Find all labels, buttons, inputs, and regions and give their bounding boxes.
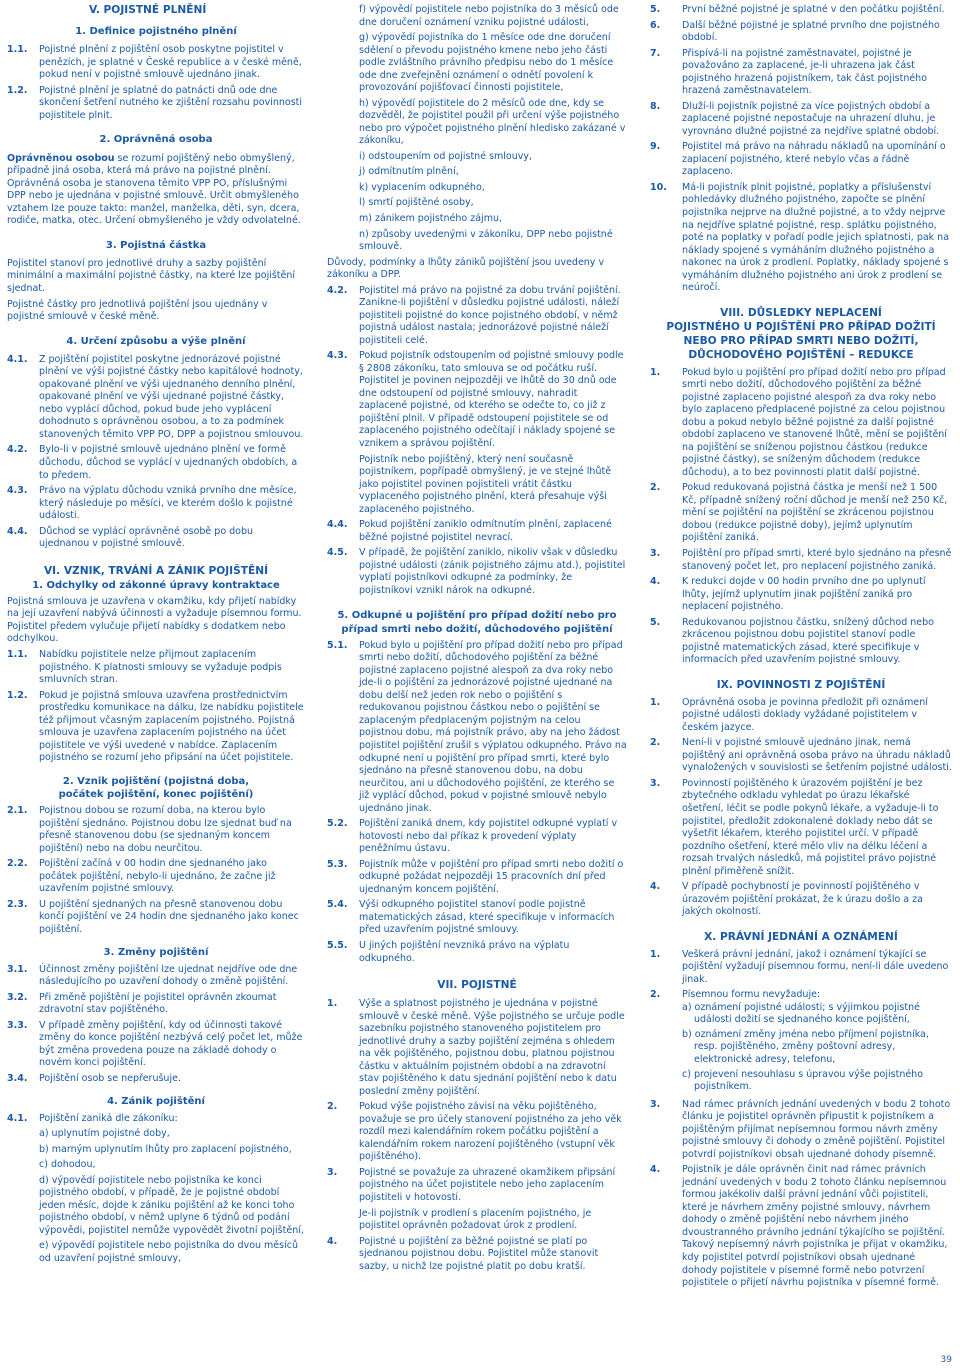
list-item: k) vyplacením odkupného,	[359, 181, 485, 193]
clause: 2. Písemnou formu nevyžaduje: a) oznámení pojistné události; s výjimkou pojistné události dožití se sjednaného konce pojištění, b) oznámení změny jména nebo příjmení pojistníka, resp. pojištěného, změny poštovní adresy, elektronické adresy, telefonu, c) projevení nesouhlasu s úpravou výše pojistného pojistníkem.	[650, 989, 952, 1095]
clause: 3. Pojištění pro případ smrti, které bylo sjednáno na přesně stanovený počet let, pro neplacení pojistného zaniká.	[650, 548, 952, 572]
clause: 4. Pojistné u pojištění za běžné pojistné se platí po sjednanou pojistnou dobu. Pojistitel může stanovit sazby, u nichž lze pojistné platit po dobu kratší.	[327, 1235, 599, 1272]
clause: 1. Výše a splatnost pojistného je ujednána v pojistné smlouvě v české měně. Výše pojistného se určuje podle sazebníku pojistného stanoveného pojistitelem pro jednotlivé druhy a sazby pojištění zejména s ohledem na věk pojištěného, pojistnou dobu, platnou pojistnou částku v aktuálním pojistném období a na zdravotní stav pojištěného k datu sjednání pojištění nebo k datu poslední změny pojištění.	[327, 998, 625, 1097]
clause: 3. Nad rámec právních jednání uvedených v bodu 2 tohoto článku je pojistitel oprávněn připustit k pojistníkem a pojištěným přijímat nepísemnou formou návrh změny pojistné smlouvy či dohody o změně pojištění. Pojistitel potvrdí pojistníkovi obsah ujednané dohody písemně.	[650, 1098, 951, 1160]
list-item: i) odstoupením od pojistné smlouvy,	[359, 150, 533, 162]
clause: 4.1. Z pojištění pojistitel poskytne jednorázové pojistné plnění ve výši pojistné částky nebo kapitálové hodnoty, opakované plnění ve výši ujednaného denního plnění, opakované plnění ve výši ujednané pojistné částky, nebo vyplácí důchod, pokud bude jeho vyplácení dohodnuto s oprávněnou osobou, a to za podmínek stanovených těmito VPP PO, DPP a pojistnou smlouvou.	[7, 353, 304, 440]
subsection-title: 2. Vznik pojištění (pojistná doba,	[62, 775, 250, 787]
column-middle	[327, 4, 627, 1276]
clause: 5. První běžné pojistné je splatné v den počátku pojištění.	[650, 4, 945, 15]
clause: 2. Pokud výše pojistného závisí na věku pojištěného, považuje se pro účely stanovení pojistného za jeho věk rozdíl mezi kalendářním rokem počátku pojištění a kalendářním rokem narození pojištěného (vstupní věk pojištěného).	[327, 1101, 622, 1163]
clause: 4.3. Právo na výplatu důchodu vzniká prvního dne měsíce, který následuje po měsíci, ve kterém došlo k pojistné události.	[7, 485, 297, 522]
clause: 4. K redukci dojde v 00 hodin prvního dne po uplynutí lhůty, jejímž uplynutím jinak pojištění zaniká pro neplacení pojistného.	[650, 576, 926, 613]
clause: 3. Pojistné se považuje za uhrazené okamžikem připsání pojistného na účet pojistitele nebo jeho zaplacením pojistiteli v hotovosti.	[327, 1166, 616, 1203]
clause: 1. Veškerá právní jednání, jakož i oznámení týkající se pojištění vyžadují písemnou formu, není-li dále uvedeno jinak.	[650, 948, 949, 985]
clause: 1. Oprávněná osoba je povinna předložit při oznámení pojistné události doklady vyžádané pojistitelem v českém jazyce.	[650, 696, 928, 733]
clause: 5.5. U jiných pojištění nevzniká právo na výplatu odkupného.	[327, 939, 570, 964]
list-item: a) uplynutím pojistné doby,	[39, 1128, 170, 1140]
subsection-title: 5. Odkupné u pojištění pro případ dožití nebo pro	[337, 610, 617, 622]
paragraph: Důvody, podmínky a lhůty zániků pojištění jsou uvedeny v zákoníku a DPP.	[327, 256, 605, 281]
subsection-title: 4. Zánik pojištění	[107, 1096, 205, 1108]
paragraph: Pojistná smlouva je uzavřena v okamžiku, kdy přijetí nabídky na její uzavření nabývá účinnosti a vyžaduje písemnou formu. Pojistitel předem vylučuje přijetí nabídky s dodatkem nebo odchylkou.	[7, 595, 302, 645]
clause: 1.1. Nabídku pojistitele nelze přijmout zaplacením pojistného. K platnosti smlouvy se vyžaduje podpis smluvních stran.	[7, 649, 282, 686]
paragraph: Je-li pojistník v prodlení s placením pojistného, je pojistitel oprávněn požadovat úrok z prodlení.	[359, 1207, 592, 1232]
paragraph: Pojistitel stanoví pro jednotlivé druhy a sazby pojištění minimální a maximální pojistné částky, na které lze pojištění sjednat.	[7, 257, 296, 294]
clause: 4.5. V případě, že pojištění zaniklo, nikoliv však v důsledku pojistné události (zánik pojistného zájmu atd.), pojistitel vyplatí pojistníkovi odkupné za podmínky, že pojistníkovi vznikl nárok na odkupné.	[327, 547, 626, 596]
section-title-7: VII. POJISTNÉ	[437, 979, 517, 992]
section-title-8-line: NEBO PRO PŘÍPAD SMRTI NEBO DOŽITÍ,	[683, 334, 919, 347]
list-item: g) výpovědí pojistníka do 1 měsíce ode dne doručení sdělení o převodu pojistného kmene nebo jeho části podle zvláštního právního předpisu nebo do 1 měsíce ode dne zveřejnění oznámení o odnětí povolení k provozování pojišťovací činnosti pojistitele,	[359, 32, 614, 94]
clause: 6. Další běžné pojistné je splatné prvního dne pojistného období.	[650, 19, 940, 44]
clause: 4.2. Pojistitel má právo na pojistné za dobu trvání pojištění. Zanikne-li pojištění v důsledku pojistné události, náleží pojistiteli pojistné do konce pojistného období, v němž pojistná událost nastala; jednorázové pojistné náleží pojistiteli celé.	[327, 284, 621, 346]
section-title-5: V. POJISTNÉ PLNĚNÍ	[89, 4, 207, 16]
clause: 2. Není-li v pojistné smlouvě ujednáno jinak, nemá pojištěný ani oprávněná osoba právo na úhradu nákladů vynaložených v souvislosti se šetřením pojistné události.	[650, 737, 952, 774]
clause: 3.2. Při změně pojištění je pojistitel oprávněn zkoumat zdravotní stav pojištěného.	[7, 991, 277, 1016]
list-item: j) odmítnutím plnění,	[359, 166, 459, 178]
clause: 1.2. Pojistné plnění je splatné do patnácti dnů ode dne skončení šetření nutného ke zjištění rozsahu povinnosti pojistitele plnit.	[7, 84, 303, 121]
list-item: b) oznámení změny jména nebo příjmení pojistníka, resp. pojištěného, změny poštovní adresy, elektronické adresy, telefonu,	[682, 1028, 929, 1065]
paragraph: Pojistné částky pro jednotlivá pojištění jsou ujednány v pojistné smlouvě v české měně.	[7, 298, 268, 323]
clause: 9. Pojistitel má právo na náhradu nákladů na upomínání o zaplacení pojistného, které nebylo včas a řádně zaplaceno.	[650, 141, 946, 178]
clause: 4.2. Bylo-li v pojistné smlouvě ujednáno plnění ve formě důchodu, důchod se vyplácí v ujednaných obdobích, a to předem.	[7, 444, 298, 481]
clause: 2.2. Pojištění začíná v 00 hodin dne sjednaného jako počátek pojištění, nebylo-li ujednáno, že začne již uzavřením pojistné smlouvy.	[7, 858, 276, 895]
subsection-title: 3. Změny pojištění	[103, 947, 209, 959]
paragraph: Oprávněnou osobou se rozumí pojištěný nebo obmyšlený, případně jiná osoba, která má právo na pojistné plnění. Oprávněná osoba je stanovena těmito VPP PO, příslušnými DPP nebo je ujednána v pojistné smlouvě. Určit obmyšleného vztahem lze pouze takto: manžel, manželka, děti, syn, dcera, rodiče, matka, otec. Určení obmyšleného je vždy odvolatelné.	[7, 152, 301, 227]
clause: 5.3. Pojistník může v pojištění pro případ smrti nebo dožití o odkupné požádat nejpozději 15 pracovních dní před ujednaným koncem pojištění.	[327, 858, 624, 895]
list-item: c) dohodou,	[39, 1159, 96, 1171]
list-item: m) zánikem pojistného zájmu,	[359, 212, 502, 224]
clause: 5. Redukovanou pojistnou částku, snížený důchod nebo zkrácenou pojistnou dobu pojistitel stanoví podle pojistně matematických zásad, které specifikuje v informacích před uzavřením pojistné smlouvy.	[650, 616, 934, 666]
subsection-title: 1. Definice pojistného plnění	[75, 25, 237, 37]
list-item: e) výpovědí pojistitele nebo pojistníka do dvou měsíců od uzavření pojistné smlouvy,	[39, 1240, 298, 1264]
subsection-title: 1. Odchylky od zákonné úpravy kontraktace	[32, 579, 280, 591]
column-right	[650, 4, 952, 1293]
clause: 10. Má-li pojistník plnit pojistné, poplatky a příslušenství pohledávky dlužného pojistného, započte se plnění pojistníka nejprve na dlužné pojistné, a to vždy nejprve na nejdříve splatné pojistné, resp. splátku pojistného, poté na poplatky v pořadí podle jejich splatnosti, pak na náklady spojené s vymáháním dlužného pojistného a nakonec na úrok z prodlení. Poplatky, náklady spojené s vymáháním dlužného pojistného ani úrok z prodlení se neúročí.	[650, 181, 950, 294]
clause: 1. Pokud bylo u pojištění pro případ dožití nebo pro případ smrti nebo dožití, důchodového pojištění za běžné pojistné zaplaceno pojistné alespoň za dva roky nebo bylo zaplaceno předplacené pojistné za celou pojistnou dobu a pokud nebylo běžné pojistné za další pojistné období zaplaceno ve stanovené lhůtě, mění se pojištění na pojištění se sníženou pojistnou částkou (redukce pojistné částky), se sníženým důchodem (redukce důchodu), a to bez povinnosti platit další pojistné.	[650, 366, 947, 478]
clause: 4.4. Pokud pojištění zaniklo odmítnutím plnění, zaplacené běžné pojistné pojistitel nevrací.	[327, 519, 612, 543]
clause: 3.1. Účinnost změny pojištění lze ujednat nejdříve ode dne následujícího po uzavření dohody o změně pojištění.	[7, 963, 298, 988]
clause: 3.3. V případě změny pojištění, kdy od účinnosti takové změny do konce pojištění nezbývá celý počet let, může být změna provedena pouze na základě dohody o novém konci pojištění.	[7, 1019, 303, 1069]
clause: 2.3. U pojištění sjednaných na přesně stanovenou dobu končí pojištění ve 24 hodin dne sjednaného jako konec pojištění.	[7, 898, 299, 935]
list-item: b) marným uplynutím lhůty pro zaplacení pojistného,	[39, 1143, 292, 1155]
list-item: n) způsoby uvedenými v zákoníku, DPP nebo pojistné smlouvě.	[359, 228, 613, 253]
list-item: a) oznámení pojistné události; s výjimkou pojistné události dožití se sjednaného konce pojištění,	[682, 1001, 920, 1026]
section-title-10: X. PRÁVNÍ JEDNÁNÍ A OZNÁMENÍ	[704, 930, 898, 943]
clause: 4. V případě pochybností je povinností pojištěného v úrazovém pojištění prokázat, že k úrazu došlo a za jakých okolností.	[650, 881, 923, 918]
list-item: f) výpovědí pojistitele nebo pojistníka do 3 měsíců ode dne doručení oznámení vzniku pojistné události,	[359, 4, 619, 28]
clause: 3. Povinností pojištěného k úrazovém pojištění je bez zbytečného odkladu vyhledat po úrazu lékařské ošetření, léčit se podle pokynů lékaře, a vyžaduje-li to pojistitel, předložit zdokonalené doklady nebo dát se vyšetřit lékařem, kterého pojistitel určí. V případě pozdního ošetření, které mělo vliv na délku léčení a rozsah trvalých následků, má pojistitel právo pojistné plnění přiměřeně snížit.	[650, 777, 939, 877]
clause: 4. Pojistník je dále oprávněn činit nad rámec právních jednání uvedených v bodu 2 tohoto článku nepísemnou formou jakékoliv další právní jednání vůči pojistiteli, které je návrhem změny pojistné smlouvy, návrhem dohody o změně pojištění nebo návrhem jiného dvoustranného právního jednání týkajícího se pojištění. Takový nepísemný návrh pojistníka je přijat v okamžiku, kdy pojistitel potvrdí pojistníkovi obsah ujednané dohody pojistitele v písemné formě nebo potvrzení pojistitele o přijetí návrhu pojistníka v písemné formě.	[650, 1164, 948, 1289]
clause: 5.2. Pojištění zaniká dnem, kdy pojistitel odkupné vyplatí v hotovosti nebo dal příkaz k provedení výplaty peněžnímu ústavu.	[327, 818, 618, 855]
clause: 1.2. Pokud je pojistná smlouva uzavřena prostřednictvím prostředku komunikace na dálku, lze nabídku pojistitele též přijmout včasným zaplacením pojistného. Pojistná smlouva je uzavřena zaplacením pojistného na účet pojistitele ve výši uvedené v nabídce. Zaplacením pojistného se rozumí jeho připsání na účet pojistitele.	[7, 689, 304, 764]
column-left	[7, 4, 305, 1268]
subsection-title: 3. Pojistná částka	[105, 239, 207, 251]
clause: 1.1. Pojistné plnění z pojištění osob poskytne pojistitel v penězích, je splatné v České republice a v české měně, pokud není v pojistné smlouvě ujednáno jinak.	[7, 44, 302, 81]
paragraph: Pojistník nebo pojištěný, který není současně pojistníkem, popřípadě obmyšlený, je ve stejné lhůtě jako pojistitel povinen pojistiteli vrátit částku vyplaceného pojistného plnění, která přesahuje výši zaplaceného pojistného.	[359, 453, 612, 515]
clause: 5.4. Výši odkupného pojistitel stanoví podle pojistně matematických zásad, které specifikuje v informacích před uzavřením pojistné smlouvy.	[327, 899, 615, 936]
clause: 3.4. Pojištění osob se nepřerušuje.	[7, 1072, 181, 1084]
section-title-8: VIII. DŮSLEDKY NEPLACENÍ	[720, 306, 882, 319]
clause: 2.1. Pojistnou dobou se rozumí doba, na kterou bylo pojištění sjednáno. Pojistnou dobu lze sjednat buď na přesně stanovenou dobu (se sjednaným koncem pojištění) nebo na dobu neurčitou.	[7, 805, 292, 854]
list-item: h) výpovědí pojistitele do 2 měsíců ode dne, kdy se dozvěděl, že pojistitel použil při určení výše pojistného nebo pro výpočet pojistného plnění hledisko zakázané v zákoníku,	[359, 97, 626, 147]
section-title-9: IX. POVINNOSTI Z POJIŠTĚNÍ	[716, 678, 886, 691]
clause: 4.3. Pokud pojistník odstoupením od pojistné smlouvy podle § 2808 zákoníku, tato smlouva se od počátku ruší. Pojistitel je povinen nejpozději ve lhůtě do 30 dnů ode dne odstoupení od pojistné smlouvy, nahradit zaplacené pojistné, od kterého se odečte to, co již z pojištění plnil. V případě odstoupení pojistitele se od zaplaceného pojistného odečítají i náklady spojené se vznikem a správou pojištění.	[327, 350, 624, 449]
section-title-8-line: DŮCHODOVÉHO POJIŠTĚNÍ – REDUKCE	[688, 348, 914, 361]
subsection-title-cont: počátek pojištění, konec pojištění)	[58, 788, 254, 800]
clause: 7. Přispívá-li na pojistné zaměstnavatel, pojistné je považováno za zaplacené, je-li uhrazena jak část pojistného hrazená pojistníkem, tak část pojistného hrazená zaměstnavatelem.	[650, 47, 928, 97]
list-item: l) smrtí pojištěné osoby,	[359, 197, 474, 209]
subsection-title-cont: případ smrti nebo dožití, důchodového pojištění	[341, 623, 613, 635]
subsection-title: 2. Oprávněná osoba	[99, 134, 213, 146]
clause: 4.4. Důchod se vyplácí oprávněné osobě po dobu ujednanou v pojistné smlouvě.	[7, 525, 254, 550]
section-title-6: VI. VZNIK, TRVÁNÍ A ZÁNIK POJIŠTĚNÍ	[43, 564, 269, 577]
list-item: d) výpovědí pojistitele nebo pojistníka ke konci pojistného období, v případě, že je pojistné období jeden měsíc, dojde k zániku pojištění až ke konci toho pojistného období, v němž uplyne 6 týdnů od podání výpovědi, pojistitel nemůže vypovědět životní pojištění,	[39, 1174, 304, 1236]
subsection-title: 4. Určení způsobu a výše plnění	[66, 335, 246, 347]
page-number: 39	[940, 1355, 952, 1365]
clause: 2. Pokud redukovaná pojistná částka je menší než 1 500 Kč, případně snížený roční důchod je menší než 250 Kč, mění se pojištění na pojištění se zkrácenou pojistnou dobou (redukce pojistné doby), jejímž uplynutím pojištění zaniká.	[650, 482, 948, 544]
clause: 4.1. Pojištění zaniká dle zákoníku:	[7, 1112, 178, 1124]
clause: 5.1. Pokud bylo u pojištění pro případ dožití nebo pro případ smrti nebo dožití, důchodového pojištění za běžné pojistné zaplaceno pojistné alespoň za dva roky nebo jde-li o pojištění za jednorázové pojistné ujednané na dobu delší než jeden rok nebo o pojištění s redukovanou pojistnou částkou nebo o pojištění se zaplaceným předplaceným pojistným na celou pojistnou dobu, má pojistník právo, aby na jeho žádost pojistitel pojištění zrušil s výplatou odkupného. Právo na odkupné není u pojištění pro případ smrti, které bylo sjednáno na přesně stanovenou dobu, na dobu neurčitou, ani u důchodového pojištění, ze kterého se již vyplácí důchod, pokud v pojistné smlouvě nebylo ujednáno jinak.	[327, 639, 627, 814]
list-item: c) projevení nesouhlasu s úpravou výše pojistného pojistníkem.	[682, 1068, 924, 1093]
clause-text: Písemnou formu nevyžaduje:	[682, 989, 821, 1001]
section-title-8-line: POJISTNÉHO U POJIŠTĚNÍ PRO PŘÍPAD DOŽITÍ	[666, 320, 936, 333]
clause: 8. Dluží-li pojistník pojistné za více pojistných období a zaplacené pojistné nepostačuje na uhrazení dluhu, je vyrovnáno dlužné pojistné za nejdříve splatné období.	[650, 100, 940, 137]
